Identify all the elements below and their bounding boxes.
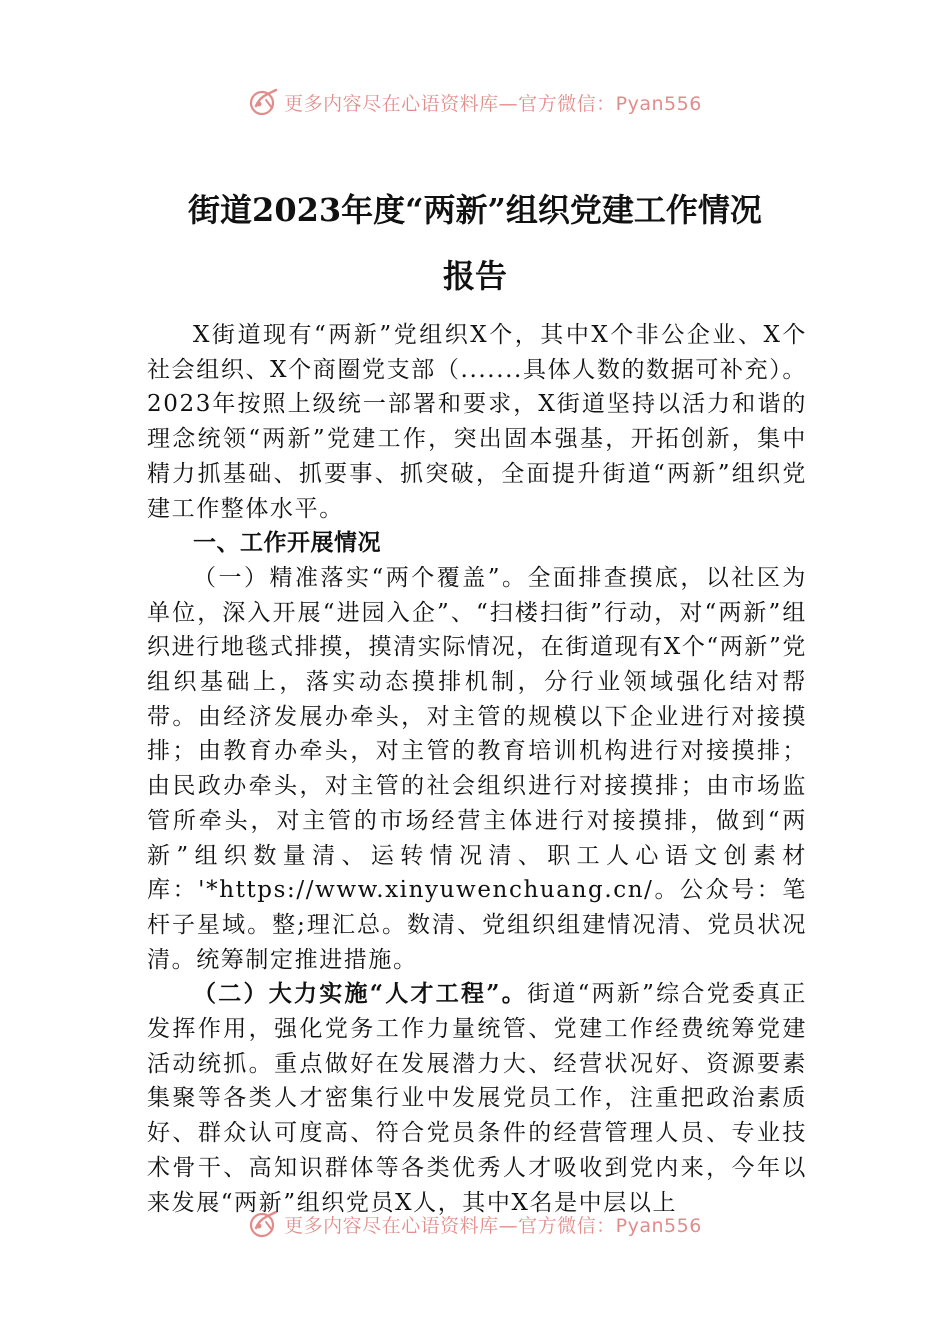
watermark-logo-icon (248, 86, 280, 118)
paragraph-2-lead: （二）大力实施“人才工程”。 (193, 980, 528, 1008)
document-body (147, 318, 807, 1220)
paragraph-2 (147, 977, 807, 1220)
section-heading-1: 一、工作开展情况 (193, 530, 381, 557)
watermark-text: 更多内容尽在心语资料库—官方微信：Pyan556 (284, 92, 702, 115)
document-title-line1: 街道2023年度“两新”组织党建工作情况 (188, 191, 762, 229)
watermark-logo-icon (248, 1208, 280, 1240)
watermark-header (0, 82, 950, 122)
intro-paragraph: X街道现有“两新”党组织X个，其中X个非公企业、X个社会组织、X个商圈党支部（.......具体人数的数据可补充）。2023年按照上级统一部署和要求，X街道坚持以活力和谐的理念统领“两新”党建工作，突出固本强基，开拓创新，集中精力抓基础、抓要事、抓突破，全面提升街道“两新”组织党建工作整体水平。 (147, 322, 807, 522)
watermark-text-footer: 更多内容尽在心语资料库—官方微信：Pyan556 (284, 1214, 702, 1237)
watermark-footer (0, 1204, 950, 1244)
document-title-line2: 报告 (442, 257, 507, 295)
paragraph-1: （一）精准落实“两个覆盖”。全面排查摸底，以社区为单位，深入开展“进园入企”、“扫楼扫街”行动，对“两新”组织进行地毯式排摸，摸清实际情况，在街道现有X个“两新”党组织基础上，落实动态摸排机制，分行业领域强化结对帮带。由经济发展办牵头，对主管的规模以下企业进行对接摸排；由教育办牵头，对主管的教育培训机构进行对接摸排；由民政办牵头，对主管的社会组织进行对接摸排；由市场监管所牵头，对主管的市场经营主体进行对接摸排，做到“两新”组织数量清、运转情况清、职工人心语文创素材库：'*https://www.xinyuwenchuang.cn/。公众号：笔杆子星域。整;理汇总。数清、党组织组建情况清、党员状况清。统筹制定推进措施。 (147, 564, 807, 973)
paragraph-2-text: 街道“两新”综合党委真正发挥作用，强化党务工作力量统管、党建工作经费统筹党建活动统抓。重点做好在发展潜力大、经营状况好、资源要素集聚等各类人才密集行业中发展党员工作，注重把政治素质好、群众认可度高、符合党员条件的经营管理人员、专业技术骨干、高知识群体等各类优秀人才吸收到党内来，今年以来发展“两新”组织党员X人，其中X名是中层以上 (147, 981, 808, 1216)
